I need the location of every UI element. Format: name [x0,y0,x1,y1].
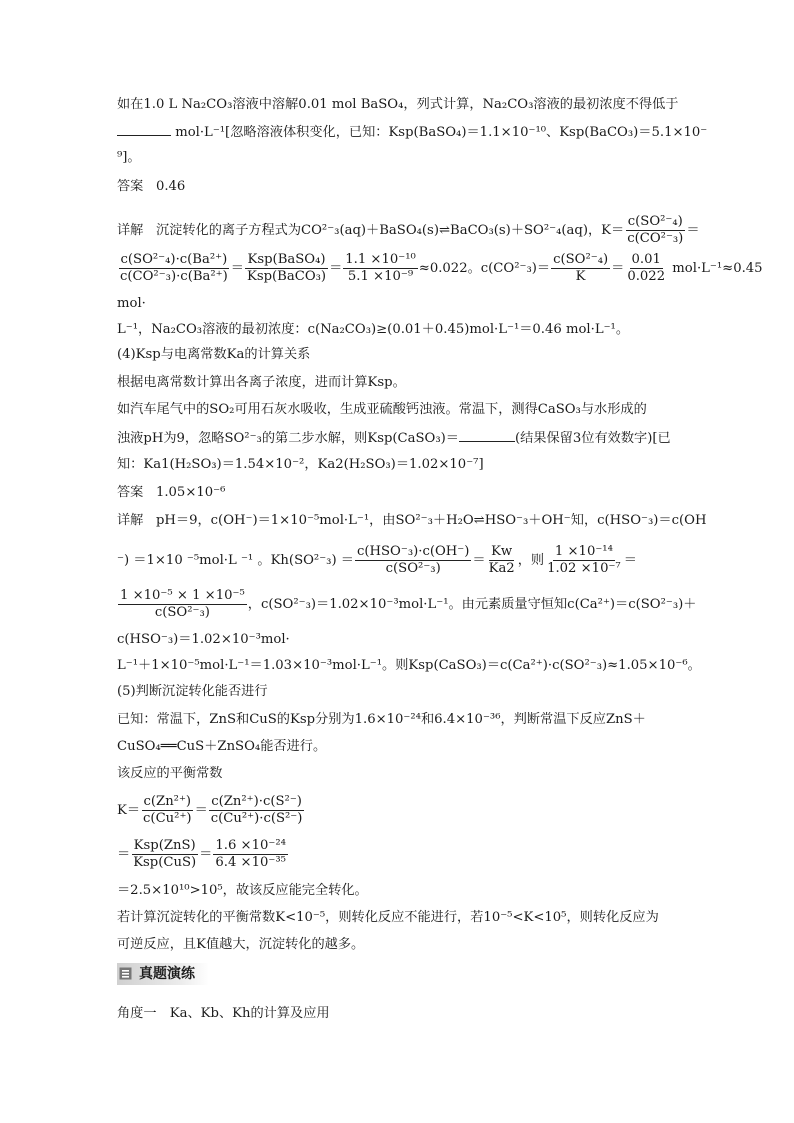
answer-blank [459,428,515,442]
fraction: $\frac{\text{1 ×10⁻¹⁴}}{\text{1.02 ×10⁻⁷}}$ [547,544,621,576]
explanation-2-formula: ⁻) ＝1×10 ⁻⁵mol·L ⁻¹ 。Kh(SO²⁻₃) ＝ $\frac{\text{c(HSO⁻₃)·c(OH⁻)}}{\text{c(SO²⁻₃)}}$ ＝ $\frac{Kw}{Ka2}$ ，则 $\frac{\text{1 ×10⁻¹⁴}}{\text{1.02 ×10⁻⁷}}$ ＝ [117,544,637,576]
equilibrium-formula-1: K＝ $\frac{\text{c(Zn²⁺)}}{\text{c(Cu²⁺)}}$ ＝ $\frac{\text{c(Zn²⁺)·c(S²⁻)}}{\text{c(Cu²⁺)·c(S²⁻)}}$ [117,794,303,826]
explanation-2-formula-2: $\frac{\text{1 ×10⁻⁵ × 1 ×10⁻⁵}}{\text{c(SO²⁻₃)}}$ ，c(SO²⁻₃)＝1.02×10⁻³mol·L⁻¹。由元素质量守恒知c(Ca²⁺)＝c(SO²⁻₃)＋ [120,588,697,620]
equilibrium-result: ＝2.5×10¹⁰>10⁵，故该反应能完全转化。 [117,883,368,898]
problem-2-line-2: 浊液pH为9，忽略SO²⁻₃的第二步水解，则Ksp(CaSO₃)＝ (结果保留3位有效数字)[已 [117,428,671,449]
fraction: $\frac{\text{Ksp(BaSO₄)}}{\text{Ksp(BaCO₃)}}$ [246,252,327,284]
explanation-2-line-5: L⁻¹＋1×10⁻⁵mol·L⁻¹＝1.03×10⁻³mol·L⁻¹。则Ksp(CaSO₃)＝c(Ca²⁺)·c(SO²⁻₃)≈1.05×10⁻⁶。 [117,658,701,673]
problem-line-1: 如在1.0 L Na₂CO₃溶液中溶解0.01 mol BaSO₄，列式计算，Na₂CO₃溶液的最初浓度不得低于 [117,97,679,112]
fraction: $\frac{\text{Ksp(ZnS)}}{\text{Ksp(CuS)}}$ [133,838,197,870]
fraction: $\frac{\text{1 ×10⁻⁵ × 1 ×10⁻⁵}}{\text{c(SO²⁻₃)}}$ [120,588,245,620]
section-title: 真题演练 [139,966,195,982]
conclusion-line-1: 若计算沉淀转化的平衡常数K<10⁻⁵，则转化反应不能进行，若10⁻⁵<K<10⁵，则转化反应为 [117,910,659,925]
fraction: $\frac{\text{1.6 ×10⁻²⁴}}{\text{6.4 ×10⁻³⁵}}$ [215,838,286,870]
equilibrium-formula-2: ＝ $\frac{\text{Ksp(ZnS)}}{\text{Ksp(CuS)}}$ ＝ $\frac{\text{1.6 ×10⁻²⁴}}{\text{6.4 ×10⁻³⁵}}$ [117,838,286,870]
fraction: $\frac{Kw}{Ka2}$ [488,544,515,576]
fraction: $\frac{\text{c(HSO⁻₃)·c(OH⁻)}}{\text{c(SO²⁻₃)}}$ [356,544,470,576]
fraction: $\frac{\text{c(Zn²⁺)}}{\text{c(Cu²⁺)}}$ [143,794,192,826]
fraction: $\frac{\text{c(Zn²⁺)·c(S²⁻)}}{\text{c(Cu²⁺)·c(S²⁻)}}$ [210,794,303,826]
problem-3-line-1: 已知：常温下，ZnS和CuS的Ksp分别为1.6×10⁻²⁴和6.4×10⁻³⁶，判断常温下反应ZnS＋ [117,712,646,727]
problem-3-line-2: CuSO₄══CuS＋ZnSO₄能否进行。 [117,739,327,754]
explanation-2-line-4: c(HSO⁻₃)＝1.02×10⁻³mol· [117,632,290,647]
fraction: $\frac{\text{c(SO²⁻₄)}}{K}$ [553,252,609,284]
answer-1: 答案 0.46 [117,179,186,194]
problem-line-3: ⁹]。 [117,150,141,165]
conclusion-line-2: 可逆反应，且K值越大，沉淀转化的越多。 [117,937,365,952]
problem-2-line-1: 如汽车尾气中的SO₂可用石灰水吸收，生成亚硫酸钙浊液。常温下，测得CaSO₃与水形成的 [117,402,647,417]
subheading-5: (5)判断沉淀转化能否进行 [117,684,268,699]
problem-line-2: mol·L⁻¹[忽略溶液体积变化，已知：Ksp(BaSO₄)＝1.1×10⁻¹⁰、Ksp(BaCO₃)＝5.1×10⁻ [117,122,707,143]
answer-2: 答案 1.05×10⁻⁶ [117,485,226,500]
explanation-1: 详解 沉淀转化的离子方程式为CO²⁻₃(aq)＋BaSO₄(s)⇌BaCO₃(s)＋SO²⁻₄(aq)，K＝ $\frac{\text{c(SO²⁻₄)}}{\text{c(CO²⁻₃)}}$ ＝ [117,214,700,246]
fraction: $\frac{\text{1.1 ×10⁻¹⁰}}{\text{5.1 ×10⁻⁹}}$ [345,252,416,284]
equilibrium-label: 该反应的平衡常数 [117,766,223,781]
subheading-4: (4)Ksp与电离常数Ka的计算关系 [117,347,311,362]
angle-heading: 角度一 Ka、Kb、Kh的计算及应用 [117,1006,330,1021]
explanation-1-line-3: mol· [117,296,146,311]
fraction: $\frac{\text{c(SO²⁻₄)}}{\text{c(CO²⁻₃)}}$ [627,214,684,246]
answer-blank [117,122,171,136]
fraction: $\frac{0.01}{0.022}$ [627,252,666,284]
explanation-1-line-4: L⁻¹，Na₂CO₃溶液的最初浓度：c(Na₂CO₃)≥(0.01＋0.45)mol·L⁻¹＝0.46 mol·L⁻¹。 [117,322,630,337]
problem-2-line-3: 知：Ka1(H₂SO₃)＝1.54×10⁻²，Ka2(H₂SO₃)＝1.02×10⁻⁷] [117,457,484,472]
fraction: $\frac{\text{c(SO²⁻₄)·c(Ba²⁺)}}{\text{c(CO²⁻₃)·c(Ba²⁺)}}$ [120,252,228,284]
explanation-1-formula: $\frac{\text{c(SO²⁻₄)·c(Ba²⁺)}}{\text{c(CO²⁻₃)·c(Ba²⁺)}}$ ＝ $\frac{\text{Ksp(BaSO₄)}}{\text{Ksp(BaCO₃)}}$ ＝ $\frac{\text{1.1 ×10⁻¹⁰}}{\text{5.1 ×10⁻⁹}}$ ≈0.022。c(CO²⁻₃)＝ $\frac{\text{c(SO²⁻₄)}}{K}$ ＝ $\frac{0.01}{0.022}$ mol·L⁻¹≈0.45 [120,252,763,284]
paragraph-ksp-ka: 根据电离常数计算出各离子浓度，进而计算Ksp。 [117,375,406,390]
explanation-2: 详解 pH＝9，c(OH⁻)＝1×10⁻⁵mol·L⁻¹，由SO²⁻₃＋H₂O⇌HSO⁻₃＋OH⁻知，c(HSO⁻₃)＝c(OH [117,513,707,528]
section-list-icon [119,967,132,980]
section-header [117,963,209,985]
